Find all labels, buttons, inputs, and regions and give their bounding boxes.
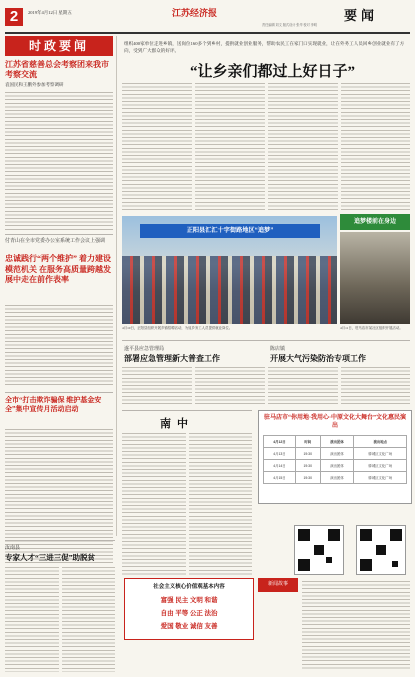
nanzhong-title: 南中 [160,418,194,430]
table-cell: 4月12日 [264,436,296,448]
table-cell: 驿城区文化广场 [354,460,407,472]
middle-body [122,366,410,406]
table-cell: 演出团体 [320,436,354,448]
right-bottom-body [302,580,410,670]
photo-banner-text: 正阳县汇汇十字街路地区“追梦” [186,227,274,234]
story-right-title: 开展大气污染防治专项工作 [270,354,366,363]
table-cell: 19:30 [295,460,320,472]
table-cell: 4月13日 [264,448,296,460]
event-ad [258,410,412,504]
masthead-rule [5,32,410,34]
left-column [5,36,113,536]
table-cell: 时间 [295,436,320,448]
section-title: 要闻 [344,8,379,23]
news-story-label-text: 新闻故事 [267,582,288,587]
core-values-line-2: 自由 平等 公正 法治 [160,610,218,617]
page-number: 2 [5,8,23,26]
story2-headline: 忠诚践行“两个维护” 着力建设模范机关 在服务高质量跨越发展中走在前作表率 [5,254,111,284]
bottom-left-body [5,566,115,672]
story-left-title: 部署应急管理新大普查工作 [124,354,220,363]
table-cell: 演出团体 [320,448,354,460]
table-cell: 演出团体 [320,472,354,484]
core-values-title: 社会主义核心价值观基本内容 [153,584,225,590]
table-cell: 驿城区文化广场 [354,472,407,484]
divider [5,540,115,541]
story-left-label: 遂平县应急管理局 [124,347,165,352]
news-story-label [258,578,298,592]
event-ad-title: 驻马店市“你用地·我用心·中原文化大舞台”文化惠民演出 [263,415,406,429]
right-photo [340,232,410,324]
table-row [264,436,407,448]
divider [5,234,113,235]
qr-code-right [356,525,406,575]
right-photo-caption: 4月11日，驻马店市某社区组织开展活动。 [340,326,403,330]
core-values-line-3: 爱国 敬业 诚信 友善 [160,623,218,630]
main-photo [122,216,337,324]
nanzhong-body [122,432,252,576]
story3-title: 全市“打击欺诈骗保 维护基金安全”集中宣传月活动启动 [5,396,102,413]
divider [122,340,410,341]
table-cell: 演出团体 [320,460,354,472]
masthead [0,0,415,36]
story2-body [5,304,113,386]
table-cell: 4月14日 [264,460,296,472]
photo-banner [140,224,320,238]
column-rule [116,36,117,536]
bottom-left-title: 专家人才“三进三促”助脱贫 [5,553,95,562]
core-values-line-1: 富强 民主 文明 和谐 [160,597,218,604]
table-cell: 19:30 [295,472,320,484]
core-values-box [124,578,254,640]
date-line: 2019年4月12日 星期五 [28,10,72,15]
bottom-left-label: 汝南县 [5,546,21,551]
table-cell: 4月15日 [264,472,296,484]
paper-name: 江苏经济报 [172,8,218,18]
feature-label-text: 追梦楼前在身边 [353,219,396,225]
story1-body [5,91,113,231]
photo-caption: 4月10日，正阳县组织开展乡镇招聘活动，为返乡务工人员提供就业岗位。 [122,326,233,330]
divider [122,410,252,411]
table-cell: 演出地点 [354,436,407,448]
feature-label [340,214,410,230]
section-label: 时政要闻 [5,36,113,56]
lead-body [122,82,410,212]
lead-intro: 组织400家单位走进乡镇，送岗位160多个到乡村，提供就业创业服务，帮助农民工在家门口实现就业，让在外务工人员回乡创业就业有了方向，受到广大群众的好评。 [124,41,405,53]
schedule-table [263,435,407,484]
editor-line: 责任编辑 刘文 版式设计 张华 校对 李明 [262,23,317,27]
table-row [264,448,407,460]
story-right-label: 陈店镇 [270,347,286,352]
divider [5,392,113,393]
table-cell: 驿城区文化广场 [354,448,407,460]
table-row [264,460,407,472]
table-row [264,472,407,484]
story2-title: 付青山在全市党委办公室系统工作会议上强调 [5,239,106,244]
story1-sub: 袁国民和王鹏外参加考察调研 [5,82,64,87]
lead-headline: “让乡亲们都过上好日子” [189,64,355,80]
story1-title: 江苏省慈善总会考察团来我市考察交流 [5,60,109,79]
crowd [122,256,337,324]
table-cell: 19:30 [295,448,320,460]
qr-code-left [294,525,344,575]
